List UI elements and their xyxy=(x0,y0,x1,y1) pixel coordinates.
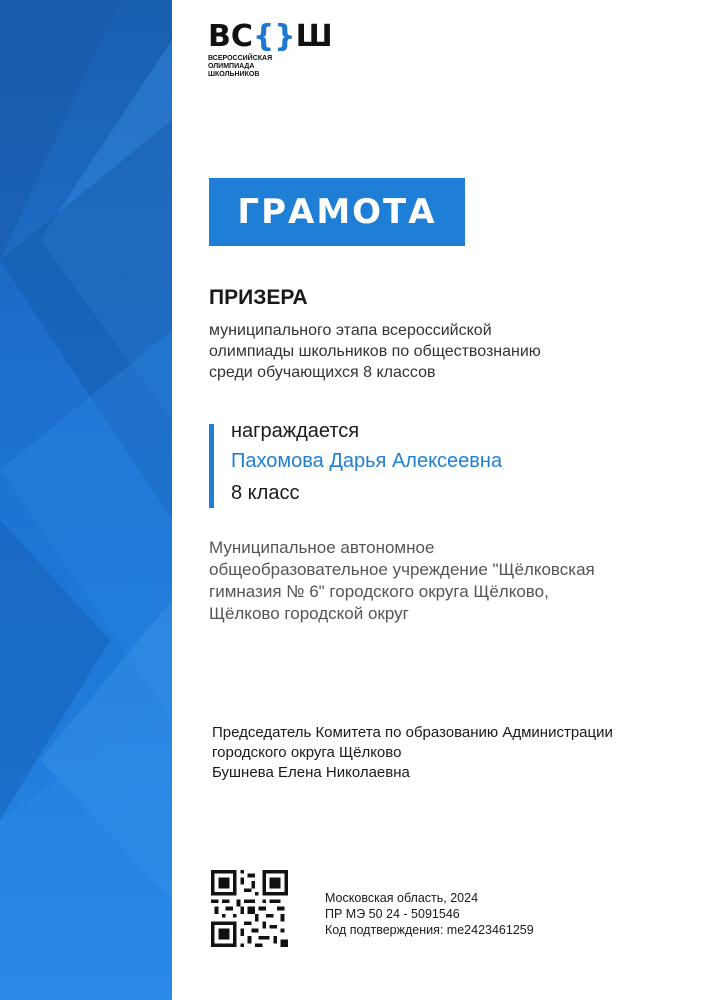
school-name xyxy=(209,537,639,625)
logo-mark-right: Ш xyxy=(295,19,333,54)
signatory-line: городского округа Щёлково xyxy=(212,744,402,761)
logo-subtitle xyxy=(208,55,333,79)
school-line: общеобразовательное учреждение "Щёлковская xyxy=(209,560,595,579)
decorative-side-band xyxy=(0,0,172,1000)
certificate-title: ГРАМОТА xyxy=(237,192,437,232)
qr-code-icon xyxy=(211,870,288,947)
meta-region-year: Московская область, 2024 xyxy=(325,891,479,905)
recipient-accent-bar xyxy=(209,424,214,508)
logo-mark-left: ВС xyxy=(208,19,253,54)
logo-subtitle-line: ШКОЛЬНИКОВ xyxy=(208,71,260,78)
logo-brace-close: } xyxy=(274,19,296,54)
school-line: Щёлково городской округ xyxy=(209,604,409,623)
recipient-grade: 8 класс xyxy=(231,482,300,504)
signatory-name: Бушнева Елена Николаевна xyxy=(212,764,410,781)
signatory xyxy=(212,723,672,783)
logo-brace-open: { xyxy=(252,19,275,54)
olympiad-logo xyxy=(208,19,333,79)
meta-registration-number: ПР МЭ 50 24 - 5091546 xyxy=(325,907,460,921)
logo-mark xyxy=(208,19,333,54)
award-heading: ПРИЗЕРА xyxy=(209,286,308,309)
logo-subtitle-line: ОЛИМПИАДА xyxy=(208,63,255,70)
description-line: олимпиады школьников по обществознанию xyxy=(209,343,541,360)
awarded-label: награждается xyxy=(231,420,360,442)
olympiad-description xyxy=(209,320,629,383)
certificate-title-banner xyxy=(209,178,465,246)
logo-subtitle-line: ВСЕРОССИЙСКАЯ xyxy=(208,55,273,62)
band-pattern xyxy=(0,0,172,1000)
document-meta xyxy=(325,890,534,938)
description-line: муниципального этапа всероссийской xyxy=(209,322,492,339)
recipient-name: Пахомова Дарья Алексеевна xyxy=(231,450,503,472)
description-line: среди обучающихся 8 классов xyxy=(209,364,436,381)
school-line: гимназия № 6" городского округа Щёлково, xyxy=(209,582,549,601)
meta-confirmation-code: Код подтверждения: me2423461259 xyxy=(325,923,534,937)
school-line: Муниципальное автономное xyxy=(209,538,435,557)
signatory-line: Председатель Комитета по образованию Администрации xyxy=(212,724,613,741)
